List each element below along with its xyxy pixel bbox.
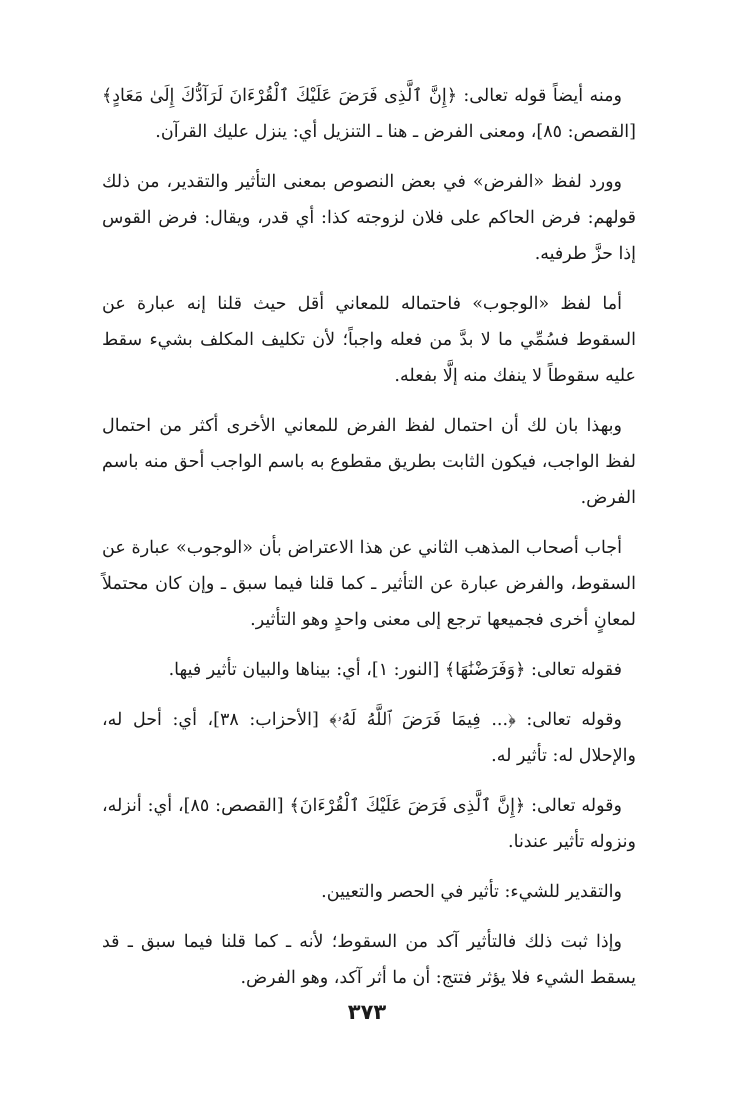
paragraph-objection-reply: أجاب أصحاب المذهب الثاني عن هذا الاعتراض بأن «الوجوب» عبارة عن السقوط، والفرض عبارة عن التأثير ـ كما قلنا فيما سبق ـ وإن كان محتملاً لمعانٍ أخرى فجميعها ترجع إلى معنى واحدٍ وهو التأثير. — [102, 538, 636, 630]
page-body — [102, 78, 636, 1010]
paragraph-taqdir: والتقدير للشيء: تأثير في الحصر والتعيين. — [321, 882, 622, 902]
paragraph-fard-meaning: وورد لفظ «الفرض» في بعض النصوص بمعنى التأثير والتقدير، من ذلك قولهم: فرض الحاكم على فلان لزوجته كذا: أي قدر، ويقال: فرض القوس إذا حزَّ طرفيه. — [102, 172, 636, 264]
paragraph-verse-ahzab: وقوله تعالى: ﴿... فِيمَا فَرَضَ ٱللَّهُ لَهُۥ﴾ [الأحزاب: ٣٨]، أي: أحل له، والإحلال له: تأثير له. — [102, 710, 636, 766]
paragraph-conclusion: وإذا ثبت ذلك فالتأثير آكد من السقوط؛ لأنه ـ كما قلنا فيما سبق ـ قد يسقط الشيء فلا يؤثر فتتج: أن ما أثر آكد، وهو الفرض. — [102, 932, 636, 988]
paragraph-wujub-meaning: أما لفظ «الوجوب» فاحتماله للمعاني أقل حيث قلنا إنه عبارة عن السقوط فسُمِّي ما لا بدَّ من فعله واجباً؛ لأن تكليف المكلف بشيء سقط عليه سقوطاً لا ينفك منه إلَّا بفعله. — [102, 294, 636, 386]
page-number: ٣٧٣ — [347, 1000, 387, 1024]
paragraph-quran-revelation: ومنه أيضاً قوله تعالى: ﴿إِنَّ ٱلَّذِى فَرَضَ عَلَيْكَ ٱلْقُرْءَانَ لَرَآدُّكَ إِلَىٰ مَعَادٍ﴾ [القصص: ٨٥]، ومعنى الفرض ـ هنا ـ التنزيل أي: ينزل عليك القرآن. — [102, 86, 636, 142]
paragraph-verse-nur: فقوله تعالى: ﴿وَفَرَضْنَٰهَا﴾ [النور: ١]، أي: بيناها والبيان تأثير فيها. — [168, 660, 622, 680]
paragraph-comparison: وبهذا بان لك أن احتمال لفظ الفرض للمعاني الأخرى أكثر من احتمال لفظ الواجب، فيكون الثابت بطريق مقطوع به باسم الواجب أحق منه باسم الفرض. — [102, 416, 636, 508]
paragraph-verse-qasas: وقوله تعالى: ﴿إِنَّ ٱلَّذِى فَرَضَ عَلَيْكَ ٱلْقُرْءَانَ﴾ [القصص: ٨٥]، أي: أنزله، ونزوله تأثير عندنا. — [102, 796, 636, 852]
